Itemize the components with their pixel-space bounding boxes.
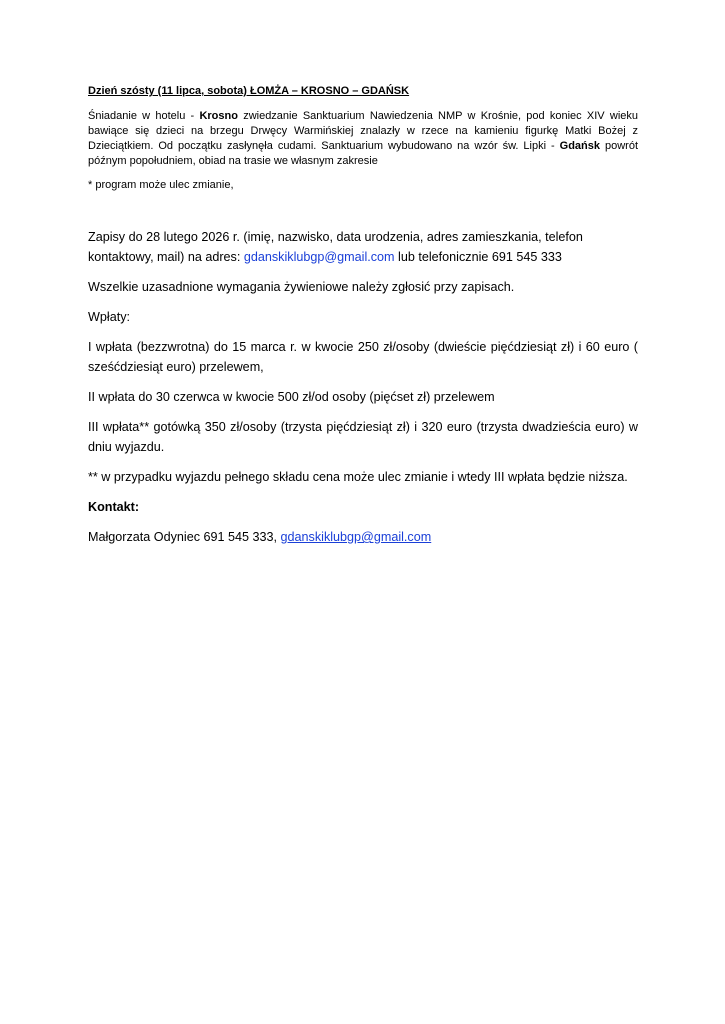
section-spacer [88, 193, 638, 227]
payment-second: II wpłata do 30 czerwca w kwocie 500 zł/od osoby (pięćset zł) przelewem [88, 390, 495, 404]
day-description [88, 109, 638, 169]
krosno-name: Krosno [199, 110, 238, 122]
gdansk-name: Gdańsk [559, 140, 601, 152]
payment-third: III wpłata** gotówką 350 zł/osoby (trzysta pięćdziesiąt zł) i 320 euro (trzysta dwadzieścia euro) w dniu wyjazdu. [88, 420, 638, 454]
contact-text: Małgorzata Odyniec 691 545 333, [88, 530, 281, 544]
day-heading: Dzień szósty (11 lipca, sobota) ŁOMŻA – KROSNO – GDAŃSK [88, 85, 410, 97]
registration-text [88, 227, 638, 267]
contact-title-text: Kontakt: [88, 500, 140, 514]
day-desc-part-3: powrót późnym popołudniem, obiad na trasie we własnym zakresie [88, 140, 638, 167]
registration-email-link[interactable]: gdanskiklubgp@gmail.com [243, 250, 395, 264]
day-desc-part-2: zwiedzanie Sanktuarium Nawiedzenia NMP w Krośnie, pod koniec XIV wieku bawiące się dzieci na brzegu Drwęcy Warmińskiej znalazły w rzece na kamieniu figurkę Matki Bożej z Dzieciątkiem. Od początku zasłynęła cudami. Sanktuarium wybudowano na wzór św. Lipki - [88, 110, 638, 152]
payment-footnote: ** w przypadku wyjazdu pełnego składu cena może ulec zmianie i wtedy III wpłata będzie niższa. [88, 470, 628, 484]
program-note: * program może ulec zmianie, [88, 179, 234, 191]
contact-title [88, 497, 638, 517]
contact-line [88, 527, 638, 547]
contact-email-link[interactable]: gdanskiklubgp@gmail.com [280, 530, 432, 544]
payment-first: I wpłata (bezzwrotna) do 15 marca r. w kwocie 250 zł/osoby (dwieście pięćdziesiąt zł) i 60 euro ( sześćdziesiąt euro) przelewem, [88, 340, 638, 374]
diet-note: Wszelkie uzasadnione wymagania żywieniowe należy zgłosić przy zapisach. [88, 280, 515, 294]
registration-part-1: Zapisy do 28 lutego 2026 r. (imię, nazwisko, data urodzenia, adres zamieszkania, telefon kontaktowy, mail) na adres: [88, 230, 583, 264]
day-desc-part-1: Śniadanie w hotelu - [88, 110, 200, 122]
payments-title: Wpłaty: [88, 310, 130, 324]
registration-part-2: lub telefonicznie 691 545 333 [394, 250, 562, 264]
